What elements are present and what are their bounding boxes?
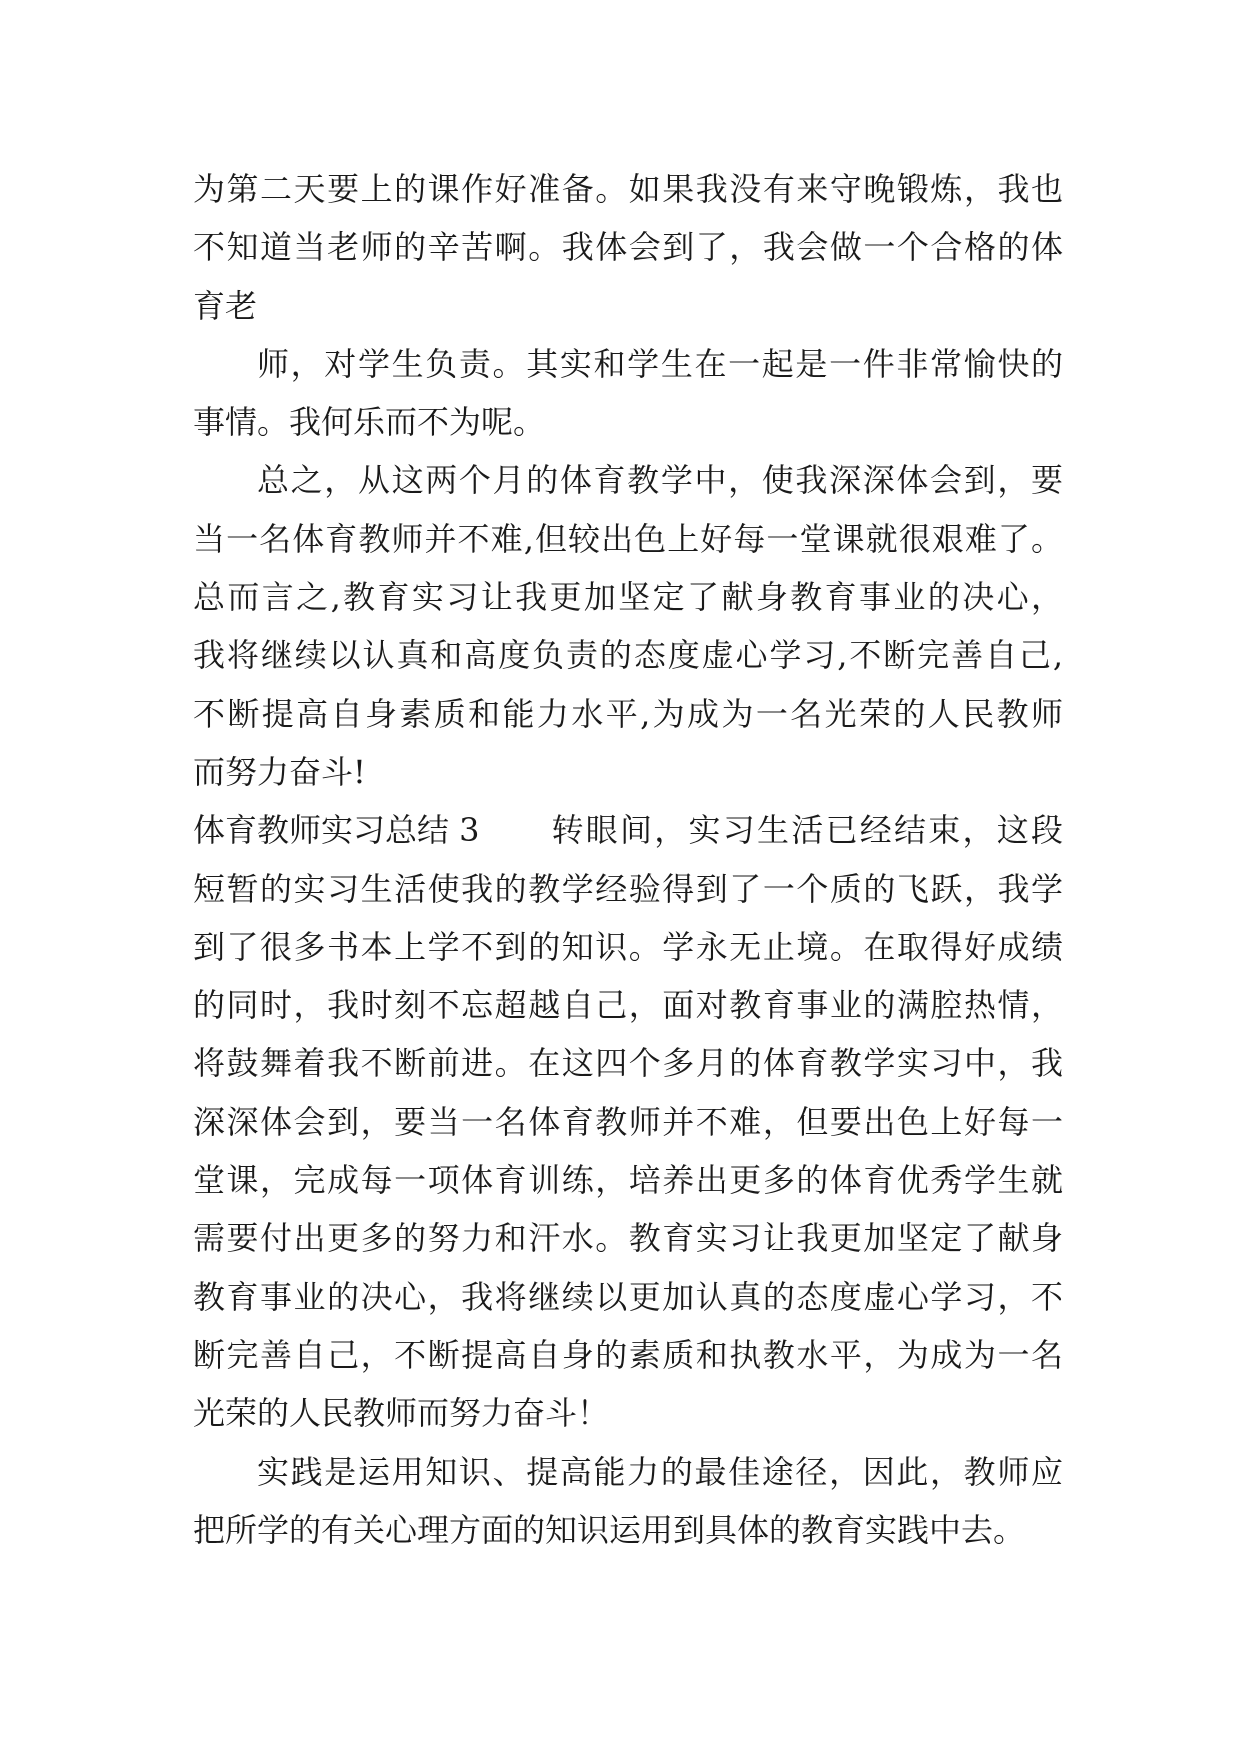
- text-line: 我将继续以认真和高度负责的态度虚心学习,不断完善自己,: [193, 636, 1063, 675]
- text-line: 为第二天要上的课作好准备。如果我没有来守晚锻炼，我也: [193, 170, 1063, 208]
- text-line: 不知道当老师的辛苦啊。我体会到了，我会做一个合格的体: [193, 228, 1063, 267]
- text-line: 到了很多书本上学不到的知识。学永无止境。在取得好成绩: [193, 927, 1063, 966]
- text-line: 总之，从这两个月的体育教学中，使我深深体会到，要: [257, 461, 1063, 500]
- text-line: 断完善自己，不断提高自身的素质和执教水平，为成为一名: [193, 1335, 1063, 1374]
- paragraph-final: [193, 1443, 1063, 1560]
- text-line: 总而言之,教育实习让我更加坚定了献身教育事业的决心，: [193, 578, 1063, 617]
- text-line: 当一名体育教师并不难,但较出色上好每一堂课就很艰难了。: [193, 519, 1063, 558]
- text-line: 的同时，我时刻不忘超越自己，面对教育事业的满腔热情，: [193, 986, 1063, 1025]
- text-line: 堂课，完成每一项体育训练，培养出更多的体育优秀学生就: [193, 1161, 1063, 1200]
- text-line: 育老: [193, 286, 258, 325]
- text-line: 短暂的实习生活使我的教学经验得到了一个质的飞跃，我学: [193, 869, 1063, 908]
- text-line: 教育事业的决心，我将继续以更加认真的态度虚心学习，不: [193, 1277, 1063, 1316]
- document-body: [193, 160, 1063, 1559]
- text-line: 事情。我何乐而不为呢。: [193, 403, 546, 442]
- section-3: [193, 801, 1063, 1442]
- text-line: 光荣的人民教师而努力奋斗！: [193, 1394, 610, 1433]
- text-line: 深深体会到，要当一名体育教师并不难，但要出色上好每一: [193, 1102, 1063, 1141]
- section-heading: 体育教师实习总结 3: [193, 811, 480, 850]
- paragraph-2: [193, 335, 1063, 452]
- text-line: 不断提高自身素质和能力水平,为成为一名光荣的人民教师: [193, 694, 1063, 733]
- text-line: 而努力奋斗!: [193, 752, 366, 791]
- text-line: 师，对学生负责。其实和学生在一起是一件非常愉快的: [257, 344, 1063, 383]
- paragraph-3: [193, 451, 1063, 801]
- text-line: 实践是运用知识、提高能力的最佳途径，因此，教师应: [257, 1452, 1063, 1491]
- section-heading-line: [193, 801, 1063, 859]
- text-line: 转眼间，实习生活已经结束，这段: [551, 811, 1063, 850]
- text-line: 把所学的有关心理方面的知识运用到具体的教育实践中去。: [193, 1510, 1026, 1549]
- text-line: 需要付出更多的努力和汗水。教育实习让我更加坚定了献身: [193, 1219, 1063, 1258]
- text-line: 将鼓舞着我不断前进。在这四个多月的体育教学实习中，我: [193, 1044, 1063, 1083]
- paragraph-1: [193, 160, 1063, 335]
